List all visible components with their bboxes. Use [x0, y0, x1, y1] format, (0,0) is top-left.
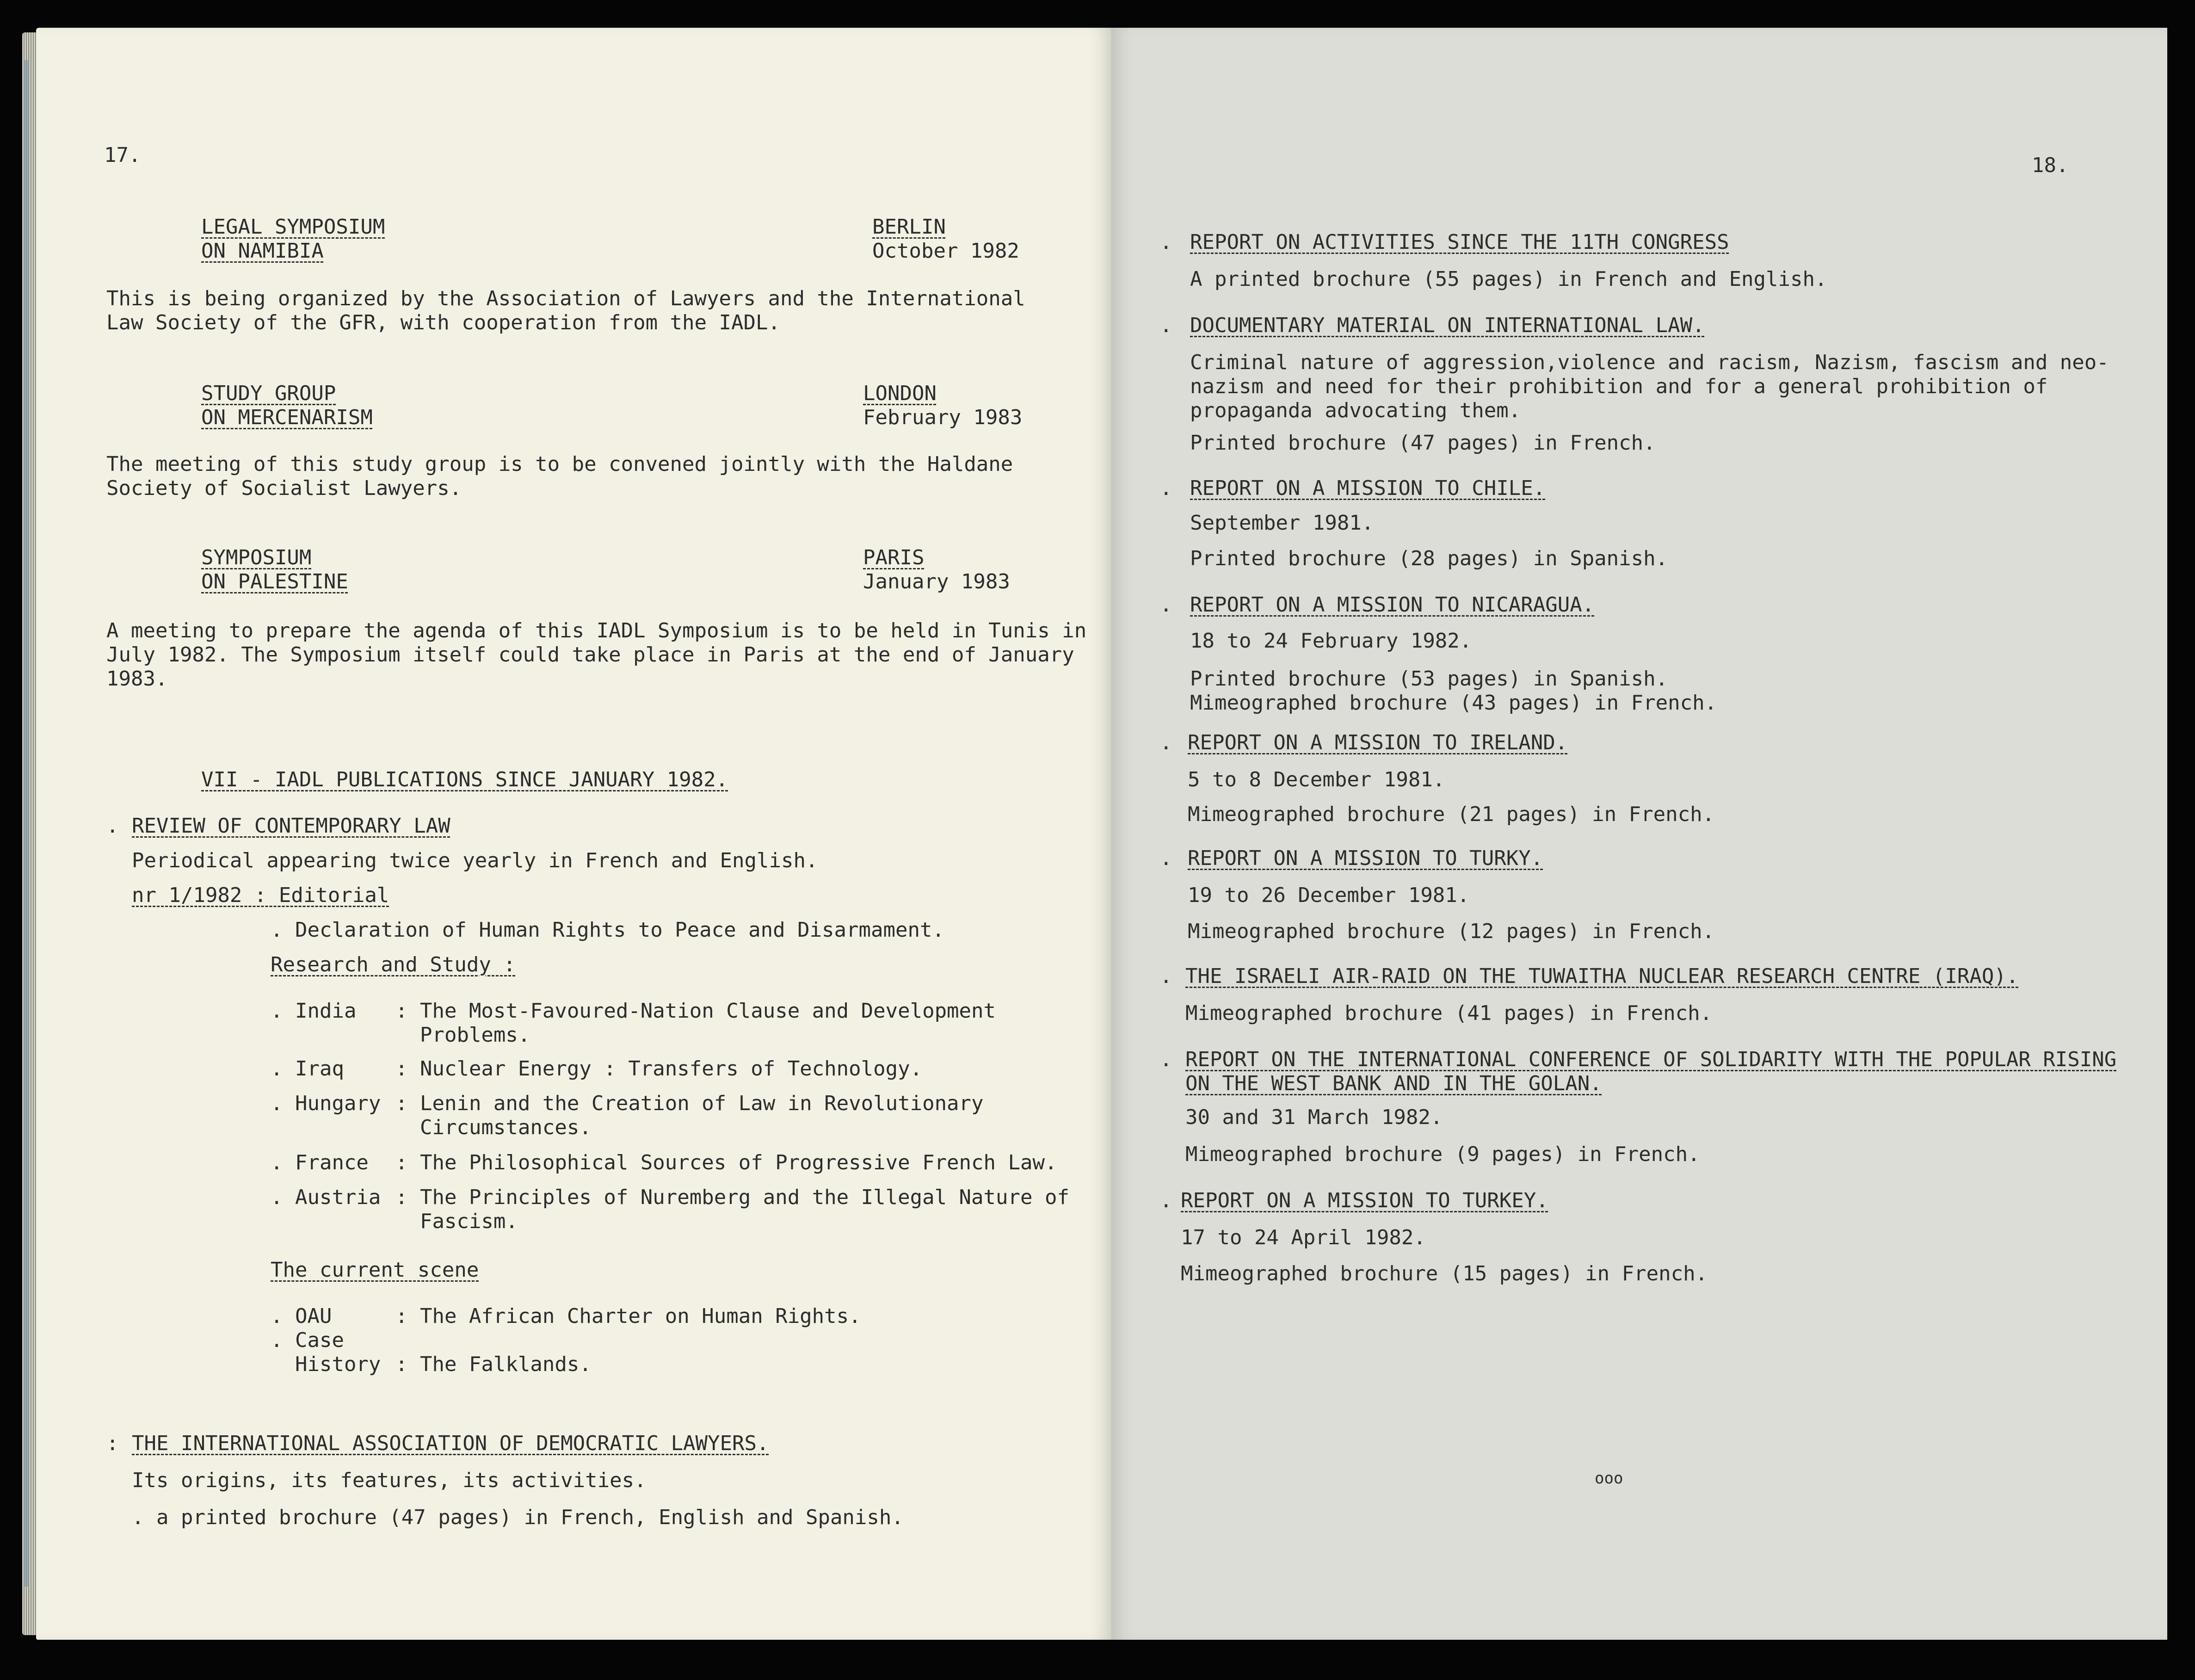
event-body-1: This is being organized by the Association of Lawyers and the International Law Society of the GFR, with cooperation from the IADL.: [106, 287, 1025, 334]
item-line: Mimeographed brochure (12 pages) in French.: [1188, 920, 1715, 943]
item-title: THE ISRAELI AIR-RAID ON THE TUWAITHA NUCLEAR RESEARCH CENTRE (IRAQ).: [1185, 964, 2019, 988]
bullet: .: [1160, 476, 1172, 500]
bullet: .: [1160, 593, 1172, 617]
review-issue: nr 1/1982 : Editorial: [132, 883, 389, 907]
research-heading: Research and Study :: [271, 953, 516, 976]
item-title: REPORT ON A MISSION TO TURKEY.: [1181, 1189, 1548, 1212]
bullet: .: [1160, 964, 1172, 988]
research-country: . Austria: [271, 1186, 381, 1209]
bullet: .: [1160, 1189, 1172, 1212]
item-line: Mimeographed brochure (21 pages) in French.: [1188, 803, 1715, 826]
section-heading: VII - IADL PUBLICATIONS SINCE JANUARY 1982.: [201, 768, 728, 791]
item-line: Mimeographed brochure (15 pages) in French.: [1181, 1262, 1708, 1285]
item-title: REPORT ON THE INTERNATIONAL CONFERENCE OF SOLIDARITY WITH THE POPULAR RISING ON THE WEST BANK AND IN THE GOLAN.: [1185, 1048, 2117, 1095]
event-body-2: The meeting of this study group is to be convened jointly with the Haldane Society of Socialist Lawyers.: [106, 452, 1013, 500]
scene-text: : The Falklands.: [395, 1353, 592, 1376]
page-number-right: 18.: [2032, 154, 2069, 177]
item-title: REPORT ON ACTIVITIES SINCE THE 11TH CONGRESS: [1190, 230, 1729, 254]
research-text: : The Most-Favoured-Nation Clause and Development Problems.: [395, 999, 996, 1047]
scene-country: . OAU: [271, 1304, 332, 1328]
research-text: : The Philosophical Sources of Progressive French Law.: [395, 1151, 1057, 1174]
bullet: .: [1160, 846, 1172, 870]
bullet: .: [1160, 230, 1172, 254]
event-date-3: January 1983: [863, 570, 1010, 593]
research-text: : Nuclear Energy : Transfers of Technology.: [395, 1057, 923, 1081]
iadl-line-1: Its origins, its features, its activities.: [132, 1469, 647, 1492]
page-edge-tint: [24, 60, 29, 1587]
item-line: 19 to 26 December 1981.: [1188, 883, 1470, 907]
event-title-1b: ON NAMIBIA: [201, 239, 324, 263]
review-desc: Periodical appearing twice yearly in French and English.: [132, 849, 818, 872]
item-line: 18 to 24 February 1982.: [1190, 629, 1472, 653]
right-page: [1111, 28, 2167, 1640]
event-title-2b: ON MERCENARISM: [201, 406, 373, 429]
event-title-1a: LEGAL SYMPOSIUM: [201, 215, 385, 239]
item-line: 30 and 31 March 1982.: [1185, 1106, 1443, 1129]
bullet: .: [1160, 314, 1172, 337]
item-line: September 1981.: [1190, 511, 1374, 535]
item-title: REPORT ON A MISSION TO CHILE.: [1190, 476, 1546, 500]
bullet: .: [1160, 731, 1172, 754]
scene-heading: The current scene: [271, 1258, 479, 1282]
item-line: Printed brochure (28 pages) in Spanish.: [1190, 547, 1668, 570]
item-line: 5 to 8 December 1981.: [1188, 768, 1445, 791]
review-bullet: .: [106, 814, 119, 838]
item-title: REPORT ON A MISSION TO TURKY.: [1188, 846, 1543, 870]
item-title: DOCUMENTARY MATERIAL ON INTERNATIONAL LAW.: [1190, 314, 1705, 337]
left-page: [36, 28, 1111, 1640]
research-country: . India: [271, 999, 357, 1023]
item-line: Printed brochure (47 pages) in French.: [1190, 431, 1656, 455]
research-text: : The Principles of Nuremberg and the Illegal Nature of Fascism.: [395, 1186, 1069, 1233]
review-title: REVIEW OF CONTEMPORARY LAW: [132, 814, 450, 838]
event-city-2: LONDON: [863, 382, 937, 405]
item-line: A printed brochure (55 pages) in French and English.: [1190, 267, 1827, 291]
event-date-2: February 1983: [863, 406, 1023, 429]
iadl-title: THE INTERNATIONAL ASSOCIATION OF DEMOCRATIC LAWYERS.: [132, 1432, 769, 1455]
event-title-3b: ON PALESTINE: [201, 570, 348, 593]
bullet: .: [1160, 1048, 1172, 1071]
end-mark: ooo: [1595, 1469, 1623, 1488]
event-title-2a: STUDY GROUP: [201, 382, 336, 405]
item-title: REPORT ON A MISSION TO NICARAGUA.: [1190, 593, 1595, 617]
iadl-line-2: . a printed brochure (47 pages) in French, English and Spanish.: [132, 1506, 904, 1529]
page-number-left: 17.: [104, 143, 141, 167]
event-date-1: October 1982: [872, 239, 1019, 263]
research-country: . Iraq: [271, 1057, 344, 1081]
event-title-3a: SYMPOSIUM: [201, 546, 312, 569]
item-line: Mimeographed brochure (41 pages) in French.: [1185, 1001, 1713, 1025]
research-text: : Lenin and the Creation of Law in Revolutionary Circumstances.: [395, 1092, 984, 1139]
item-line: Mimeographed brochure (9 pages) in French.: [1185, 1143, 1700, 1166]
item-line: Printed brochure (53 pages) in Spanish. Mimeographed brochure (43 pages) in French.: [1190, 667, 1717, 715]
item-line: 17 to 24 April 1982.: [1181, 1226, 1426, 1249]
event-city-1: BERLIN: [872, 215, 946, 239]
scene-country: . Case History: [271, 1328, 381, 1376]
iadl-bullet: :: [106, 1432, 119, 1455]
editorial-item: . Declaration of Human Rights to Peace and Disarmament.: [271, 918, 944, 942]
event-city-3: PARIS: [863, 546, 925, 569]
research-country: . France: [271, 1151, 369, 1174]
scene-text: : The African Charter on Human Rights.: [395, 1304, 861, 1328]
item-title: REPORT ON A MISSION TO IRELAND.: [1188, 731, 1568, 754]
event-body-3: A meeting to prepare the agenda of this IADL Symposium is to be held in Tunis in July 1982. The Symposium itself could take place in Paris at the end of January 1983.: [106, 619, 1087, 691]
item-line: Criminal nature of aggression,violence and racism, Nazism, fascism and neo- nazism and need for their prohibition and for a general prohibition of propaganda advocating them.: [1190, 351, 2109, 422]
research-country: . Hungary: [271, 1092, 381, 1115]
